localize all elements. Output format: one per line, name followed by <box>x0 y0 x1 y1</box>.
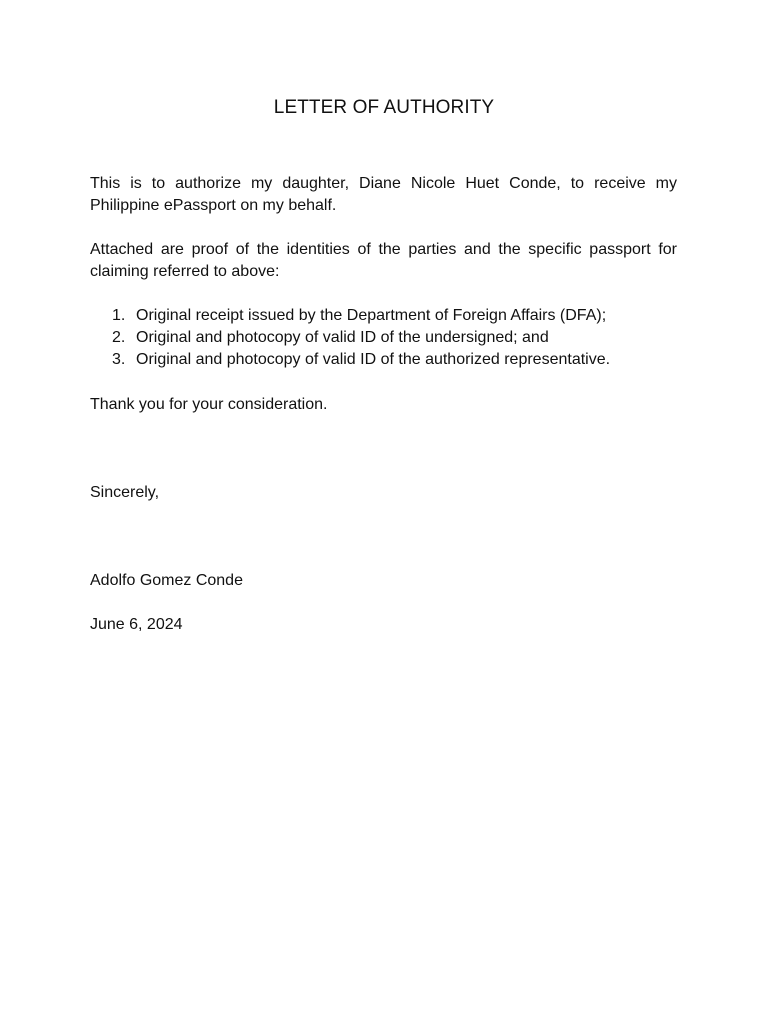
thanks-line: Thank you for your consideration. <box>90 396 328 413</box>
list-item-number: 3. <box>112 351 126 368</box>
list-item-text: Original and photocopy of valid ID of the authorized representative. <box>136 351 611 368</box>
signatory-name: Adolfo Gomez Conde <box>90 572 243 589</box>
list-item <box>90 327 690 349</box>
attachments-paragraph: Attached are proof of the identities of the parties and the specific passport for claiming referred to above: <box>90 241 677 280</box>
attachments-list <box>90 305 690 371</box>
list-item <box>90 305 690 327</box>
list-item-text: Original receipt issued by the Department of Foreign Affairs (DFA); <box>136 307 607 324</box>
letter-date: June 6, 2024 <box>90 616 183 633</box>
closing-line: Sincerely, <box>90 484 160 501</box>
document-title: LETTER OF AUTHORITY <box>273 97 495 118</box>
list-item-text: Original and photocopy of valid ID of the undersigned; and <box>136 329 549 346</box>
list-item-number: 1. <box>112 307 126 324</box>
list-item <box>90 349 690 371</box>
authorization-paragraph: This is to authorize my daughter, Diane Nicole Huet Conde, to receive my Philippine ePassport on my behalf. <box>90 175 677 214</box>
list-item-number: 2. <box>112 329 126 346</box>
